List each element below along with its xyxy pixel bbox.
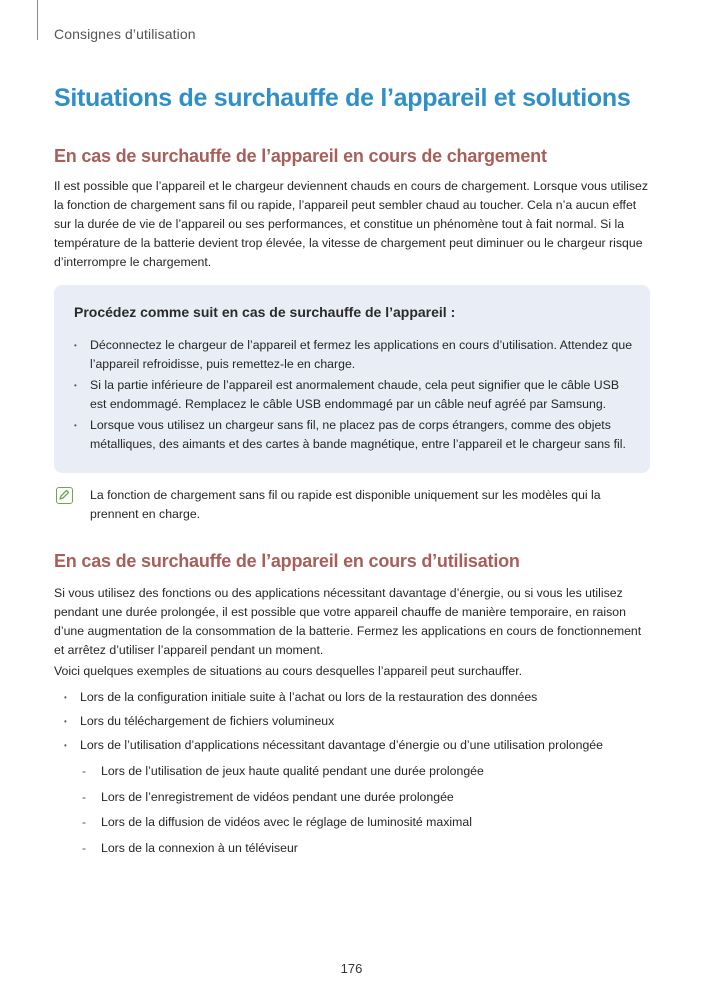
paragraph-usage-intro: Voici quelques exemples de situations au cours desquelles l’appareil peut surchauffer. bbox=[54, 664, 523, 678]
tip-item: • Déconnectez le chargeur de l’appareil et fermez les applications en cours d’utilisation. Attendez que l’appareil refroidisse, puis remettez-le en charge. bbox=[74, 336, 634, 374]
sub-list-item: - Lors de l’utilisation de jeux haute qualité pendant une durée prolongée bbox=[82, 762, 642, 788]
paragraph-usage: Si vous utilisez des fonctions ou des applications nécessitant davantage d’énergie, ou si vous les utilisez pendant une durée prolongée, il est possible que votre appareil chauffe de manière temporaire, en raison d’une augmentation de la consommation de la batterie. Fermez les applications en cours de fonctionnement et arrêtez d’utiliser l’appareil pendant un moment. bbox=[54, 586, 642, 657]
running-header: Consignes d’utilisation bbox=[54, 26, 196, 42]
sub-list-item: - Lors de la connexion à un téléviseur bbox=[82, 839, 642, 865]
tip-item: • Si la partie inférieure de l’appareil est anormalement chaude, cela peut signifier que le câble USB est endommagé. Remplacez le câble USB endommagé par un câble neuf agréé par Samsung. bbox=[74, 376, 634, 414]
page-title: Situations de surchauffe de l’appareil et solutions bbox=[54, 84, 631, 112]
sub-list-item: - Lors de la diffusion de vidéos avec le réglage de luminosité maximal bbox=[82, 813, 642, 839]
header-divider bbox=[37, 0, 38, 40]
list-item: • Lors du téléchargement de fichiers volumineux bbox=[64, 712, 650, 736]
section-heading-charging: En cas de surchauffe de l’appareil en cours de chargement bbox=[54, 146, 547, 166]
note-pencil-icon bbox=[56, 487, 73, 504]
list-item: • Lors de la configuration initiale suite à l’achat ou lors de la restauration des données bbox=[64, 688, 650, 712]
sub-list-item: - Lors de l’enregistrement de vidéos pendant une durée prolongée bbox=[82, 788, 642, 814]
tip-box bbox=[54, 285, 650, 473]
tip-item: • Lorsque vous utilisez un chargeur sans fil, ne placez pas de corps étrangers, comme des objets métalliques, des aimants et des cartes à bande magnétique, entre l’appareil et le chargeur sans fil. bbox=[74, 416, 634, 454]
situation-list bbox=[64, 688, 650, 760]
tip-list bbox=[74, 336, 634, 456]
section-heading-usage: En cas de surchauffe de l’appareil en cours d’utilisation bbox=[54, 551, 520, 571]
sub-situation-list bbox=[82, 762, 642, 864]
page-number: 176 bbox=[340, 961, 363, 976]
list-item: • Lors de l’utilisation d’applications nécessitant davantage d’énergie ou d’une utilisation prolongée bbox=[64, 736, 650, 760]
note-text: La fonction de chargement sans fil ou rapide est disponible uniquement sur les modèles qui la prennent en charge. bbox=[90, 488, 601, 521]
tip-box-title: Procédez comme suit en cas de surchauffe de l’appareil : bbox=[74, 304, 456, 320]
paragraph-charging: Il est possible que l’appareil et le chargeur deviennent chauds en cours de chargement. Lorsque vous utilisez la fonction de chargement sans fil ou rapide, l’appareil peut sembler chaud au toucher. Cela n’a aucun effet sur la durée de vie de l’appareil ou ses performances, et constitue un phénomène tout à fait normal. Si la température de la batterie devient trop élevée, la vitesse de chargement peut diminuer ou le chargeur risque d’interrompre le chargement. bbox=[54, 179, 649, 269]
